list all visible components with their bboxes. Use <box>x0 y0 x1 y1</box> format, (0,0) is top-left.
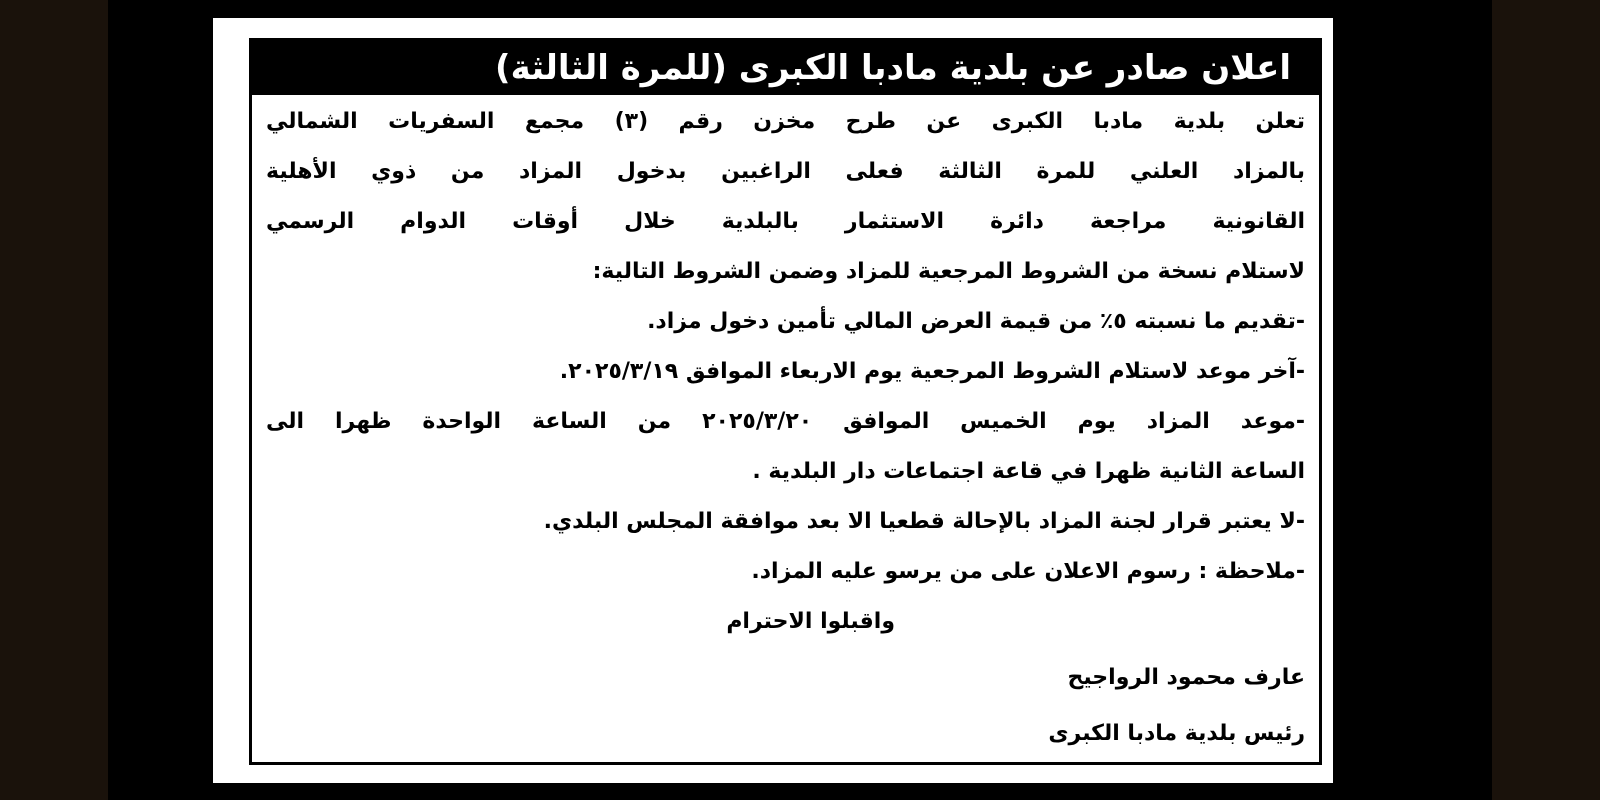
announcement-body <box>252 95 1319 759</box>
intro-line-3: القانونية مراجعة دائرة الاستثمار بالبلدية خلال أوقات الدوام الرسمي <box>266 209 1305 234</box>
signatory-title: رئيس بلدية مادبا الكبرى <box>1048 721 1305 746</box>
condition-auction-venue: الساعة الثانية ظهرا في قاعة اجتماعات دار البلدية . <box>752 459 1305 484</box>
left-dark-band <box>0 0 108 800</box>
condition-note-fees: -ملاحظة : رسوم الاعلان على من يرسو عليه المزاد. <box>751 559 1305 584</box>
announcement-sheet <box>213 18 1333 783</box>
condition-auction-date: -موعد المزاد يوم الخميس الموافق ٢٠٢٥/٣/٢٠ من الساعة الواحدة ظهرا الى <box>266 409 1305 434</box>
announcement-title: اعلان صادر عن بلدية مادبا الكبرى (للمرة الثالثة) <box>252 41 1319 95</box>
right-dark-band <box>1492 0 1600 800</box>
intro-line-1: تعلن بلدية مادبا الكبرى عن طرح مخزن رقم (٣) مجمع السفريات الشمالي <box>266 109 1305 134</box>
signatory-name: عارف محمود الرواجيح <box>1067 665 1305 690</box>
intro-line-4: لاستلام نسخة من الشروط المرجعية للمزاد وضمن الشروط التالية: <box>592 259 1305 284</box>
condition-deposit: -تقديم ما نسبته ٥٪ من قيمة العرض المالي تأمين دخول مزاد. <box>647 309 1305 334</box>
condition-committee-decision: -لا يعتبر قرار لجنة المزاد بالإحالة قطعيا الا بعد موافقة المجلس البلدي. <box>543 509 1305 534</box>
announcement-frame <box>249 38 1322 765</box>
intro-line-2: بالمزاد العلني للمرة الثالثة فعلى الراغبين بدخول المزاد من ذوي الأهلية <box>266 159 1305 184</box>
closing-regards: واقبلوا الاحترام <box>726 609 895 634</box>
condition-deadline: -آخر موعد لاستلام الشروط المرجعية يوم الاربعاء الموافق ٢٠٢٥/٣/١٩. <box>559 359 1305 384</box>
